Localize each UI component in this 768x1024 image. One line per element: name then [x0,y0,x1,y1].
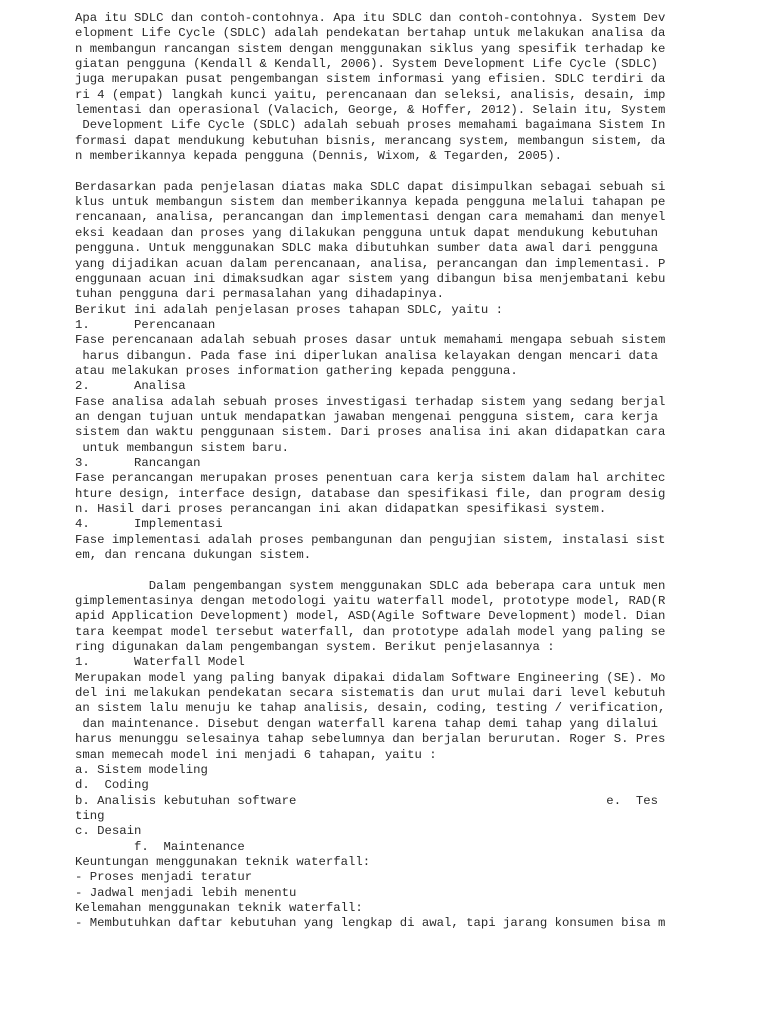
text-line: Fase analisa adalah sebuah proses investigasi terhadap sistem yang sedang berjal [75,394,666,409]
text-line: Development Life Cycle (SDLC) adalah sebuah proses memahami bagaimana Sistem In [75,118,666,133]
text-line: untuk membangun sistem baru. [75,440,290,455]
text-line: d. Coding [75,778,149,793]
text-line: Dalam pengembangan system menggunakan SDLC ada beberapa cara untuk men [75,578,666,593]
text-line: sman memecah model ini menjadi 6 tahapan, yaitu : [75,747,437,762]
text-line: harus menunggu selesainya tahap sebelumnya dan berjalan berurutan. Roger S. Pres [75,732,666,747]
text-line: hture design, interface design, database dan spesifikasi file, dan program desig [75,486,666,501]
text-line: yang dijadikan acuan dalam perencanaan, analisa, perancangan dan implementasi. P [75,256,666,271]
text-line: sistem dan waktu penggunaan sistem. Dari proses analisa ini akan didapatkan cara [75,425,666,440]
text-line: juga merupakan pusat pengembangan sistem informasi yang efisien. SDLC terdiri da [75,72,666,87]
text-line: n membangun rancangan sistem dengan menggunakan siklus yang spesifik terhadap ke [75,41,666,56]
text-line: klus untuk membangun sistem dan memberikannya kepada pengguna melalui tahapan pe [75,195,666,210]
text-line: tara keempat model tersebut waterfall, dan prototype adalah model yang paling se [75,624,666,639]
text-line: n memberikannya kepada pengguna (Dennis, Wixom, & Tegarden, 2005). [75,149,563,164]
text-line: ring digunakan dalam pengembangan system. Berikut penjelasannya : [75,640,555,655]
text-line: 1. Perencanaan [75,317,216,332]
text-line: b. Analisis kebutuhan software e. Tes [75,793,658,808]
text-line: apid Application Development) model, ASD(Agile Software Development) model. Dian [75,609,666,624]
text-line: - Jadwal menjadi lebih menentu [75,885,297,900]
text-line: rencanaan, analisa, perancangan dan implementasi dengan cara memahami dan menyel [75,210,666,225]
text-line: Fase perancangan merupakan proses penentuan cara kerja sistem dalam hal architec [75,471,666,486]
text-line: - Membutuhkan daftar kebutuhan yang lengkap di awal, tapi jarang konsumen bisa m [75,916,666,931]
text-line: 2. Analisa [75,379,186,394]
text-line: lementasi dan operasional (Valacich, George, & Hoffer, 2012). Selain itu, System [75,103,666,118]
text-line: tuhan pengguna dari permasalahan yang dihadapinya. [75,287,444,302]
text-line: enggunaan acuan ini dimaksudkan agar sistem yang dibangun bisa menjembatani kebu [75,271,666,286]
text-line: Apa itu SDLC dan contoh-contohnya. Apa itu SDLC dan contoh-contohnya. System Dev [75,11,666,25]
text-line: Berdasarkan pada penjelasan diatas maka SDLC dapat disimpulkan sebagai sebuah si [75,179,666,194]
text-line: formasi dapat mendukung kebutuhan bisnis, merancang system, membangun sistem, da [75,133,666,148]
text-line: Keuntungan menggunakan teknik waterfall: [75,854,371,869]
text-line: a. Sistem modeling [75,762,208,777]
text-line: em, dan rencana dukungan sistem. [75,548,312,563]
text-line: Fase implementasi adalah proses pembangunan dan pengujian sistem, instalasi sist [75,532,666,547]
document-body [75,11,675,932]
text-line: - Proses menjadi teratur [75,870,253,885]
text-line [75,164,675,179]
text-line: Berikut ini adalah penjelasan proses tahapan SDLC, yaitu : [75,302,504,317]
text-line: ri 4 (empat) langkah kunci yaitu, perencanaan dan seleksi, analisis, desain, imp [75,87,666,102]
text-line: elopment Life Cycle (SDLC) adalah pendekatan bertahap untuk melakukan analisa da [75,26,666,41]
text-line: an sistem lalu menuju ke tahap analisis, desain, coding, testing / verification, [75,701,666,716]
text-line: atau melakukan proses information gathering kepada pengguna. [75,363,518,378]
text-line: pengguna. Untuk menggunakan SDLC maka dibutuhkan sumber data awal dari pengguna [75,241,658,256]
text-line: harus dibangun. Pada fase ini diperlukan analisa kelayakan dengan mencari data [75,348,658,363]
text-line: Merupakan model yang paling banyak dipakai didalam Software Engineering (SE). Mo [75,670,666,685]
text-line: 4. Implementasi [75,517,223,532]
text-line: Fase perencanaan adalah sebuah proses dasar untuk memahami mengapa sebuah sistem [75,333,666,348]
text-line: c. Desain [75,824,142,839]
text-line: an dengan tujuan untuk mendapatkan jawaban mengenai pengguna sistem, cara kerja [75,409,658,424]
text-line: del ini melakukan pendekatan secara sistematis dan urut mulai dari level kebutuh [75,686,666,701]
text-line: dan maintenance. Disebut dengan waterfall karena tahap demi tahap yang dilalui [75,716,658,731]
text-line: n. Hasil dari proses perancangan ini akan didapatkan spesifikasi system. [75,502,607,516]
text-line: f. Maintenance [75,839,245,854]
text-line: gimplementasinya dengan metodologi yaitu waterfall model, prototype model, RAD(R [75,594,666,609]
text-line [75,563,675,578]
text-line: 3. Rancangan [75,455,201,470]
text-line: Kelemahan menggunakan teknik waterfall: [75,900,363,915]
text-line: ting [75,808,105,823]
text-line: eksi keadaan dan proses yang dilakukan pengguna untuk dapat mendukung kebutuhan [75,225,658,240]
text-line: giatan pengguna (Kendall & Kendall, 2006). System Development Life Cycle (SDLC) [75,57,658,72]
text-line: 1. Waterfall Model [75,655,245,670]
